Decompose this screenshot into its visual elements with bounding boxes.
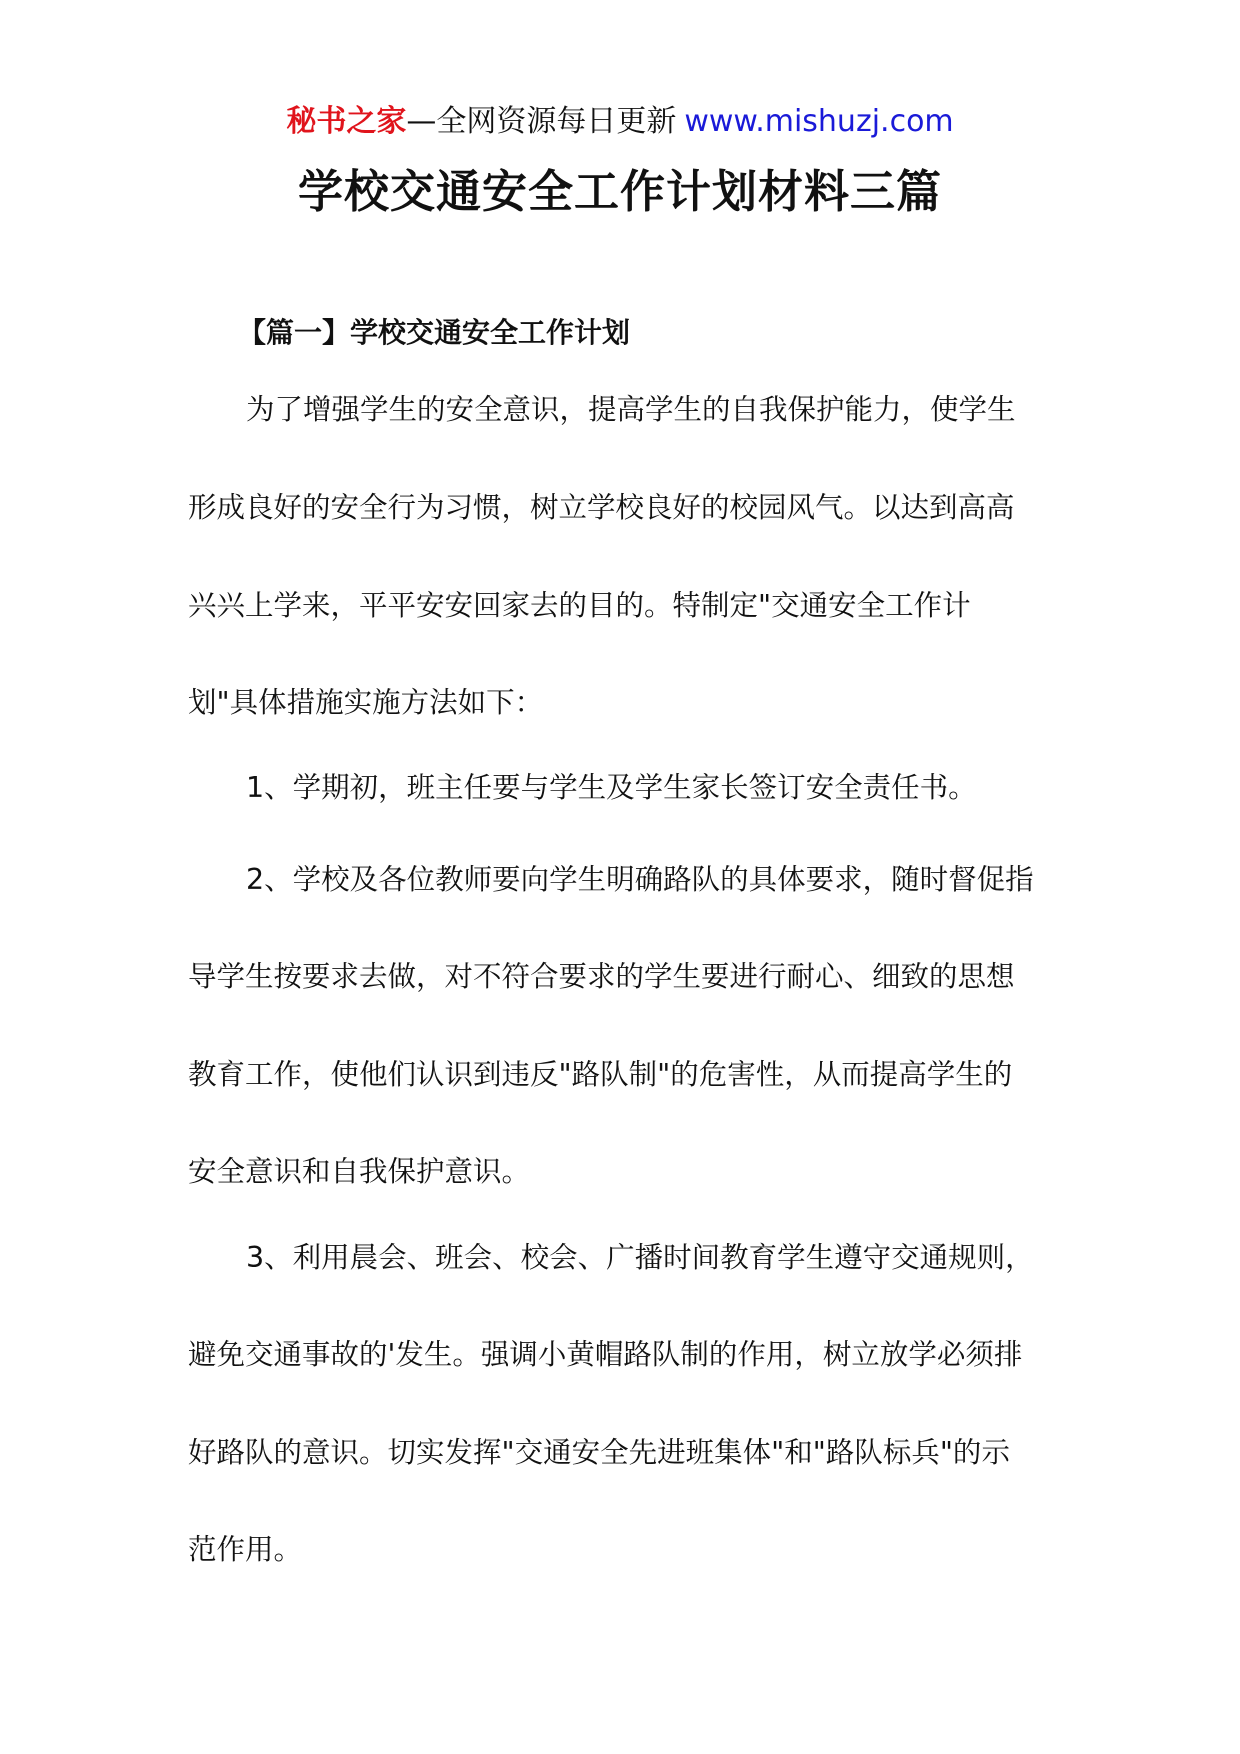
paragraph-line: 1、学期初，班主任要与学生及学生家长签订安全责任书。 <box>246 771 977 804</box>
paragraph-line: 避免交通事故的'发生。强调小黄帽路队制的作用，树立放学必须排 <box>188 1338 1023 1371</box>
site-url-link[interactable]: www.mishuzj.com <box>684 104 954 139</box>
paragraph-line: 2、学校及各位教师要向学生明确路队的具体要求，随时督促指 <box>246 863 1034 896</box>
paragraph-line: 兴兴上学来，平平安安回家去的目的。特制定"交通安全工作计 <box>188 589 971 622</box>
paragraph-line: 安全意识和自我保护意识。 <box>188 1155 531 1188</box>
brand-name: 秘书之家 <box>286 104 407 139</box>
site-header <box>0 100 1240 144</box>
paragraph-line: 3、利用晨会、班会、校会、广播时间教育学生遵守交通规则， <box>246 1241 1034 1274</box>
paragraph-line: 为了增强学生的安全意识，提高学生的自我保护能力，使学生 <box>246 393 1016 426</box>
document-title: 学校交通安全工作计划材料三篇 <box>297 165 942 218</box>
paragraph-line: 教育工作，使他们认识到违反"路队制"的危害性，从而提高学生的 <box>188 1058 1013 1091</box>
paragraph-line: 好路队的意识。切实发挥"交通安全先进班集体"和"路队标兵"的示 <box>188 1436 1010 1469</box>
paragraph-line: 导学生按要求去做，对不符合要求的学生要进行耐心、细致的思想 <box>188 960 1015 993</box>
paragraph-line: 范作用。 <box>188 1533 303 1566</box>
paragraph-line: 形成良好的安全行为习惯，树立学校良好的校园风气。以达到高高 <box>188 491 1015 524</box>
header-tagline: —全网资源每日更新 <box>406 104 677 139</box>
section-heading: 【篇一】学校交通安全工作计划 <box>238 316 631 349</box>
paragraph-line: 划"具体措施实施方法如下： <box>188 686 544 719</box>
